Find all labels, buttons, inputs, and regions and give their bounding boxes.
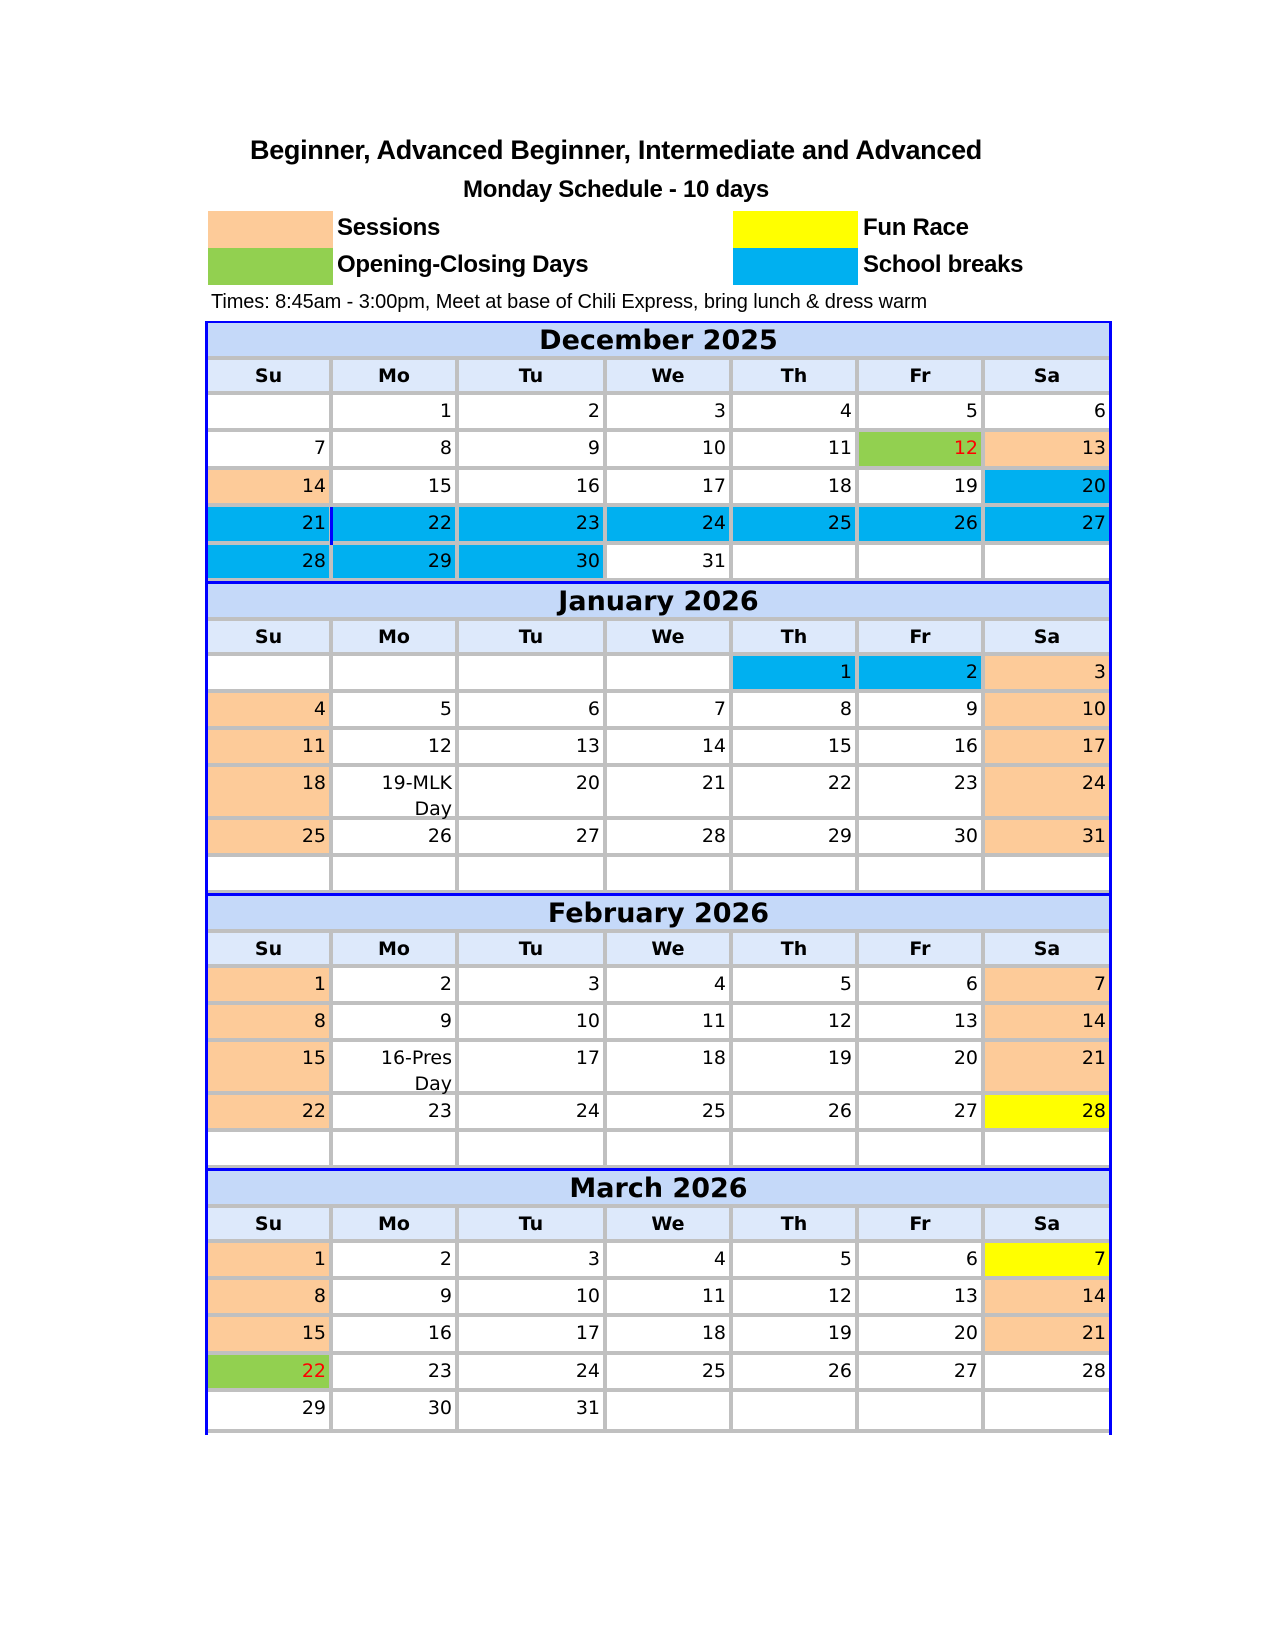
empty-day-cell <box>985 1132 1109 1169</box>
empty-day-cell <box>859 545 985 582</box>
day-cell: 24 <box>607 507 733 545</box>
day-cell: 13 <box>459 730 607 767</box>
weekday-header-fr: Fr <box>859 360 985 395</box>
day-cell: 14 <box>985 1005 1109 1042</box>
weekday-header-th: Th <box>733 621 859 656</box>
day-cell: 6 <box>859 968 985 1005</box>
day-cell: 19 <box>733 1317 859 1355</box>
day-cell: 1 <box>733 656 859 693</box>
day-cell: 11 <box>607 1280 733 1317</box>
day-cell: 29 <box>208 1392 333 1433</box>
empty-day-cell <box>208 857 333 894</box>
day-cell: 23 <box>333 1095 459 1132</box>
day-cell: 15 <box>208 1317 333 1355</box>
day-cell: 23 <box>333 1355 459 1392</box>
day-cell: 7 <box>607 693 733 730</box>
empty-day-cell <box>607 1392 733 1433</box>
day-cell: 21 <box>607 767 733 820</box>
weekday-header-fr: Fr <box>859 1208 985 1243</box>
weekday-header-mo: Mo <box>333 621 459 656</box>
weekday-header-we: We <box>607 1208 733 1243</box>
day-cell: 1 <box>333 395 459 432</box>
day-cell: 26 <box>859 507 985 545</box>
day-cell: 3 <box>607 395 733 432</box>
legend-swatch-sessions <box>208 211 333 248</box>
page-subtitle: Monday Schedule - 10 days <box>463 176 769 203</box>
day-cell: 6 <box>459 693 607 730</box>
legend-label-opening-closing: Opening-Closing Days <box>337 251 589 278</box>
day-cell: 17 <box>459 1317 607 1355</box>
weekday-header-su: Su <box>208 360 333 395</box>
day-cell: 6 <box>985 395 1109 432</box>
empty-day-cell <box>985 545 1109 582</box>
day-cell: 21 <box>208 507 333 545</box>
day-cell: 29 <box>333 545 459 582</box>
empty-day-cell <box>459 656 607 693</box>
empty-day-cell <box>859 1132 985 1169</box>
weekday-header-sa: Sa <box>985 933 1109 968</box>
times-note: Times: 8:45am - 3:00pm, Meet at base of Chili Express, bring lunch & dress warm <box>211 291 928 313</box>
selection-marker <box>330 507 333 545</box>
day-cell: 22 <box>333 507 459 545</box>
day-cell: 23 <box>459 507 607 545</box>
day-cell: 15 <box>733 730 859 767</box>
empty-day-cell <box>607 1132 733 1169</box>
empty-day-cell <box>859 1392 985 1433</box>
day-cell: 5 <box>733 1243 859 1280</box>
day-cell: 2 <box>333 968 459 1005</box>
day-cell: 19 <box>859 470 985 507</box>
day-cell: 28 <box>208 545 333 582</box>
month-title: March 2026 <box>208 1171 1109 1208</box>
day-cell: 27 <box>859 1355 985 1392</box>
empty-day-cell <box>607 656 733 693</box>
day-cell: 13 <box>859 1280 985 1317</box>
day-cell: 26 <box>733 1355 859 1392</box>
day-cell: 4 <box>733 395 859 432</box>
day-cell: 8 <box>733 693 859 730</box>
day-cell: 12 <box>733 1280 859 1317</box>
day-cell: 4 <box>208 693 333 730</box>
empty-day-cell <box>985 1392 1109 1433</box>
day-cell: 8 <box>333 432 459 470</box>
day-cell: 5 <box>733 968 859 1005</box>
day-cell: 13 <box>985 432 1109 470</box>
day-cell: 31 <box>459 1392 607 1433</box>
empty-day-cell <box>733 1392 859 1433</box>
day-cell: 27 <box>985 507 1109 545</box>
day-cell: 3 <box>459 968 607 1005</box>
empty-day-cell <box>333 656 459 693</box>
day-cell: 28 <box>607 820 733 857</box>
day-cell: 5 <box>859 395 985 432</box>
day-cell: 25 <box>607 1355 733 1392</box>
month-title: December 2025 <box>208 323 1109 360</box>
day-cell: 14 <box>985 1280 1109 1317</box>
empty-day-cell <box>333 1132 459 1169</box>
day-cell: 13 <box>859 1005 985 1042</box>
day-cell: 7 <box>208 432 333 470</box>
day-cell: 23 <box>859 767 985 820</box>
page-title: Beginner, Advanced Beginner, Intermediate and Advanced <box>250 135 982 165</box>
day-cell: 18 <box>607 1317 733 1355</box>
day-cell: 9 <box>333 1280 459 1317</box>
weekday-header-we: We <box>607 933 733 968</box>
empty-day-cell <box>459 1132 607 1169</box>
day-cell: 25 <box>208 820 333 857</box>
weekday-header-tu: Tu <box>459 1208 607 1243</box>
weekday-header-su: Su <box>208 621 333 656</box>
day-cell: 3 <box>985 656 1109 693</box>
weekday-header-su: Su <box>208 933 333 968</box>
weekday-header-tu: Tu <box>459 360 607 395</box>
day-cell: 10 <box>607 432 733 470</box>
day-cell: 10 <box>985 693 1109 730</box>
day-cell: 9 <box>459 432 607 470</box>
month-title: January 2026 <box>208 584 1109 621</box>
day-cell: 28 <box>985 1355 1109 1392</box>
legend-swatch-opening-closing <box>208 248 333 285</box>
day-cell: 16-Pres Day <box>333 1042 459 1095</box>
month-title: February 2026 <box>208 896 1109 933</box>
day-cell: 21 <box>985 1042 1109 1095</box>
day-cell: 29 <box>733 820 859 857</box>
day-cell: 28 <box>985 1095 1109 1132</box>
weekday-header-sa: Sa <box>985 360 1109 395</box>
day-cell: 14 <box>208 470 333 507</box>
day-cell: 11 <box>733 432 859 470</box>
day-cell: 16 <box>459 470 607 507</box>
day-cell: 11 <box>208 730 333 767</box>
day-cell: 7 <box>985 1243 1109 1280</box>
day-cell: 24 <box>459 1355 607 1392</box>
day-cell: 15 <box>208 1042 333 1095</box>
day-cell: 26 <box>733 1095 859 1132</box>
day-cell: 2 <box>859 656 985 693</box>
weekday-header-we: We <box>607 360 733 395</box>
day-cell: 30 <box>459 545 607 582</box>
day-cell: 8 <box>208 1005 333 1042</box>
day-cell: 4 <box>607 968 733 1005</box>
legend-label-sessions: Sessions <box>337 214 440 241</box>
day-cell: 18 <box>208 767 333 820</box>
weekday-header-mo: Mo <box>333 360 459 395</box>
calendar-frame-right <box>1109 321 1112 1435</box>
day-cell: 1 <box>208 1243 333 1280</box>
day-cell: 20 <box>459 767 607 820</box>
weekday-header-th: Th <box>733 933 859 968</box>
empty-day-cell <box>333 857 459 894</box>
weekday-header-sa: Sa <box>985 1208 1109 1243</box>
day-cell: 9 <box>859 693 985 730</box>
empty-day-cell <box>733 1132 859 1169</box>
day-cell: 30 <box>333 1392 459 1433</box>
weekday-header-th: Th <box>733 360 859 395</box>
day-cell: 6 <box>859 1243 985 1280</box>
day-cell: 12 <box>859 432 985 470</box>
empty-day-cell <box>859 857 985 894</box>
legend-swatch-fun-race <box>733 211 858 248</box>
day-cell: 22 <box>208 1095 333 1132</box>
day-cell: 20 <box>859 1317 985 1355</box>
day-cell: 27 <box>859 1095 985 1132</box>
day-cell: 16 <box>859 730 985 767</box>
day-cell: 27 <box>459 820 607 857</box>
legend-label-school-breaks: School breaks <box>863 251 1024 278</box>
day-cell: 15 <box>333 470 459 507</box>
day-cell: 17 <box>985 730 1109 767</box>
weekday-header-mo: Mo <box>333 1208 459 1243</box>
weekday-header-tu: Tu <box>459 933 607 968</box>
day-cell: 2 <box>459 395 607 432</box>
empty-day-cell <box>733 857 859 894</box>
day-cell: 21 <box>985 1317 1109 1355</box>
day-cell: 19-MLK Day <box>333 767 459 820</box>
empty-day-cell <box>985 857 1109 894</box>
empty-day-cell <box>459 857 607 894</box>
day-cell: 4 <box>607 1243 733 1280</box>
weekday-header-fr: Fr <box>859 933 985 968</box>
empty-day-cell <box>208 1132 333 1169</box>
day-cell: 22 <box>733 767 859 820</box>
day-cell: 20 <box>985 470 1109 507</box>
day-cell: 18 <box>607 1042 733 1095</box>
day-cell: 8 <box>208 1280 333 1317</box>
empty-day-cell <box>208 656 333 693</box>
day-cell: 22 <box>208 1355 333 1392</box>
empty-day-cell <box>733 545 859 582</box>
day-cell: 9 <box>333 1005 459 1042</box>
weekday-header-tu: Tu <box>459 621 607 656</box>
day-cell: 25 <box>733 507 859 545</box>
weekday-header-we: We <box>607 621 733 656</box>
day-cell: 7 <box>985 968 1109 1005</box>
day-cell: 2 <box>333 1243 459 1280</box>
day-cell: 20 <box>859 1042 985 1095</box>
day-cell: 31 <box>985 820 1109 857</box>
weekday-header-th: Th <box>733 1208 859 1243</box>
day-cell: 26 <box>333 820 459 857</box>
legend-swatch-school-breaks <box>733 248 858 285</box>
legend-label-fun-race: Fun Race <box>863 214 969 241</box>
empty-day-cell <box>208 395 333 432</box>
day-cell: 19 <box>733 1042 859 1095</box>
day-cell: 11 <box>607 1005 733 1042</box>
day-cell: 14 <box>607 730 733 767</box>
day-cell: 25 <box>607 1095 733 1132</box>
day-cell: 3 <box>459 1243 607 1280</box>
day-cell: 18 <box>733 470 859 507</box>
day-cell: 31 <box>607 545 733 582</box>
calendar <box>205 321 1112 1435</box>
day-cell: 5 <box>333 693 459 730</box>
day-cell: 17 <box>607 470 733 507</box>
day-cell: 17 <box>459 1042 607 1095</box>
weekday-header-fr: Fr <box>859 621 985 656</box>
day-cell: 24 <box>459 1095 607 1132</box>
day-cell: 12 <box>333 730 459 767</box>
weekday-header-su: Su <box>208 1208 333 1243</box>
day-cell: 10 <box>459 1005 607 1042</box>
day-cell: 24 <box>985 767 1109 820</box>
day-cell: 12 <box>733 1005 859 1042</box>
day-cell: 16 <box>333 1317 459 1355</box>
weekday-header-mo: Mo <box>333 933 459 968</box>
weekday-header-sa: Sa <box>985 621 1109 656</box>
day-cell: 10 <box>459 1280 607 1317</box>
day-cell: 1 <box>208 968 333 1005</box>
day-cell: 30 <box>859 820 985 857</box>
empty-day-cell <box>607 857 733 894</box>
